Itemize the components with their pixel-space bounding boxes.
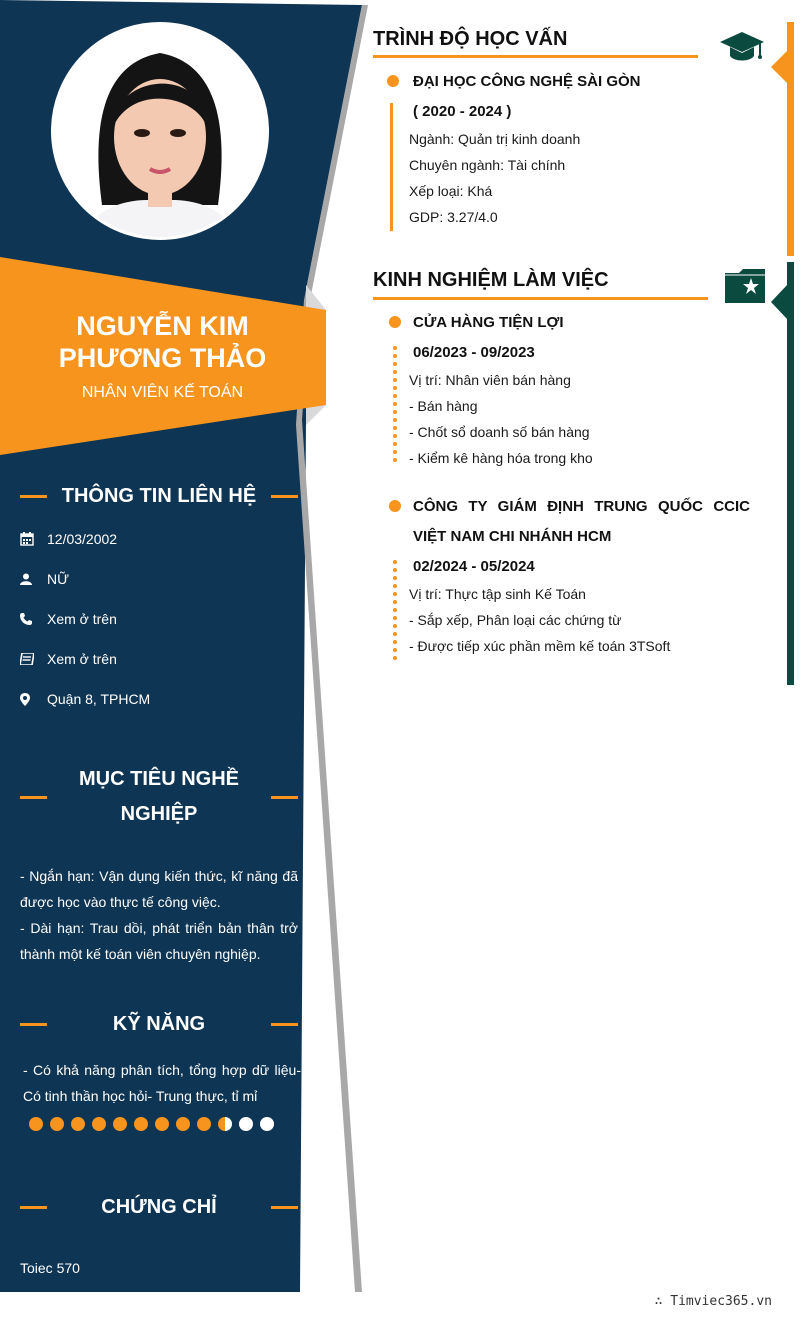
job-2-company-line-2: VIỆT NAM CHI NHÁNH HCM (413, 528, 612, 545)
education-school: ĐẠI HỌC CÔNG NGHỆ SÀI GÒN (413, 73, 641, 90)
job-2-position: Vị trí: Thực tập sinh Kế Toán (409, 586, 586, 602)
contact-address (20, 689, 150, 709)
graduation-cap-icon (720, 30, 764, 69)
job-1-company: CỬA HÀNG TIỆN LỢI (413, 314, 564, 331)
skills-heading (20, 1009, 298, 1039)
skill-rating-dot (239, 1117, 253, 1131)
skill-rating-dot (113, 1117, 127, 1131)
footer-brand[interactable]: ∴ Timviec365.vn (654, 1294, 772, 1309)
objective-text (20, 863, 298, 967)
contact-heading-title: THÔNG TIN LIÊN HỆ (61, 484, 257, 507)
education-period: ( 2020 - 2024 ) (413, 103, 512, 120)
contact-heading (20, 481, 298, 511)
education-major: Ngành: Quản trị kinh doanh (409, 131, 581, 147)
email-icon (20, 653, 47, 665)
job-2-task-2: - Được tiếp xúc phần mềm kế toán 3TSoft (409, 638, 671, 654)
skill-rating-dot (260, 1117, 274, 1131)
heading-dash-left (20, 1206, 47, 1209)
job-1-period: 06/2023 - 09/2023 (413, 344, 535, 361)
skills-heading-title: KỸ NĂNG (112, 1012, 206, 1035)
contact-email-value: Xem ở trên (47, 651, 117, 667)
job-title: NHÂN VIÊN KẾ TOÁN (81, 384, 244, 401)
job-2-bullet (389, 500, 401, 512)
experience-underline (373, 297, 708, 300)
skill-rating-dot (29, 1117, 43, 1131)
contact-address-value: Quận 8, TPHCM (47, 691, 151, 707)
folder-star-icon (725, 269, 765, 308)
education-underline (373, 55, 698, 58)
objective-heading (20, 762, 298, 832)
profile-photo (51, 22, 269, 240)
skill-rating-dot (92, 1117, 106, 1131)
certificate-item: Toiec 570 (20, 1260, 80, 1276)
job-2-company-line-1: CÔNG TY GIÁM ĐỊNH TRUNG QUỐC CCIC (413, 498, 750, 515)
skill-rating-dot (134, 1117, 148, 1131)
certificates-heading (20, 1192, 298, 1222)
location-icon (20, 693, 47, 706)
name-line-2: PHƯƠNG THẢO (58, 343, 267, 373)
skill-rating-dot (218, 1117, 232, 1131)
job-2-timeline-dots (393, 560, 397, 664)
job-1-timeline-dots (393, 346, 397, 466)
user-icon (20, 573, 47, 585)
education-specialization: Chuyên ngành: Tài chính (409, 157, 566, 173)
job-1-task-2: - Chốt sổ doanh số bán hàng (409, 424, 590, 440)
contact-email (20, 649, 117, 669)
contact-gender (20, 569, 69, 589)
heading-dash-right (271, 796, 298, 799)
heading-dash-right (271, 1206, 298, 1209)
heading-dash-left (20, 1023, 47, 1026)
candidate-name (0, 310, 325, 374)
contact-gender-value: NỮ (47, 571, 70, 587)
heading-dash-left (20, 495, 47, 498)
skill-rating-dot (155, 1117, 169, 1131)
objective-heading-title (47, 762, 271, 832)
objective-short-term: - Ngắn hạn: Vận dụng kiến thức, kĩ năng đã được học vào thực tế công việc. (20, 868, 298, 910)
heading-dash-left (20, 796, 47, 799)
skill-rating-dot (197, 1117, 211, 1131)
contact-phone-value: Xem ở trên (47, 611, 117, 627)
education-classification: Xếp loại: Khá (409, 183, 493, 199)
calendar-icon (20, 532, 47, 546)
objective-long-term: - Dài hạn: Trau dồi, phát triển bản thân trở thành một kế toán viên chuyên nghiệp. (20, 920, 298, 962)
heading-dash-right (271, 495, 298, 498)
job-2-task-1: - Sắp xếp, Phân loại các chứng từ (409, 612, 622, 628)
skill-rating-dot (71, 1117, 85, 1131)
education-timeline-bar (390, 103, 393, 231)
objective-heading-line-2: NGHIỆP (120, 803, 198, 825)
skill-rating-dot (50, 1117, 64, 1131)
education-heading: TRÌNH ĐỘ HỌC VẤN (373, 28, 568, 50)
name-line-1: NGUYỄN KIM (76, 311, 249, 341)
skills-text: - Có khả năng phân tích, tổng hợp dữ liệu- Có tinh thần học hỏi- Trung thực, tỉ mỉ (23, 1062, 301, 1104)
skill-rating-dot (176, 1117, 190, 1131)
job-1-task-3: - Kiểm kê hàng hóa trong kho (409, 450, 593, 466)
phone-icon (20, 613, 47, 625)
job-1-bullet (389, 316, 401, 328)
skill-rating (29, 1117, 274, 1131)
experience-accent-bar (768, 262, 800, 686)
contact-phone (20, 609, 117, 629)
contact-birthday-value: 12/03/2002 (47, 531, 118, 547)
job-1-position: Vị trí: Nhân viên bán hàng (409, 372, 571, 388)
contact-birthday (20, 529, 117, 549)
certificates-heading-title: CHỨNG CHỈ (101, 1195, 217, 1218)
heading-dash-right (271, 1023, 298, 1026)
education-accent-bar (768, 22, 800, 258)
experience-heading: KINH NGHIỆM LÀM VIỆC (373, 269, 609, 291)
job-2-period: 02/2024 - 05/2024 (413, 558, 535, 575)
objective-heading-line-1: MỤC TIÊU NGHỀ (79, 768, 239, 790)
job-1-task-1: - Bán hàng (409, 398, 478, 414)
education-bullet (387, 75, 399, 87)
education-gpa: GDP: 3.27/4.0 (409, 209, 498, 225)
